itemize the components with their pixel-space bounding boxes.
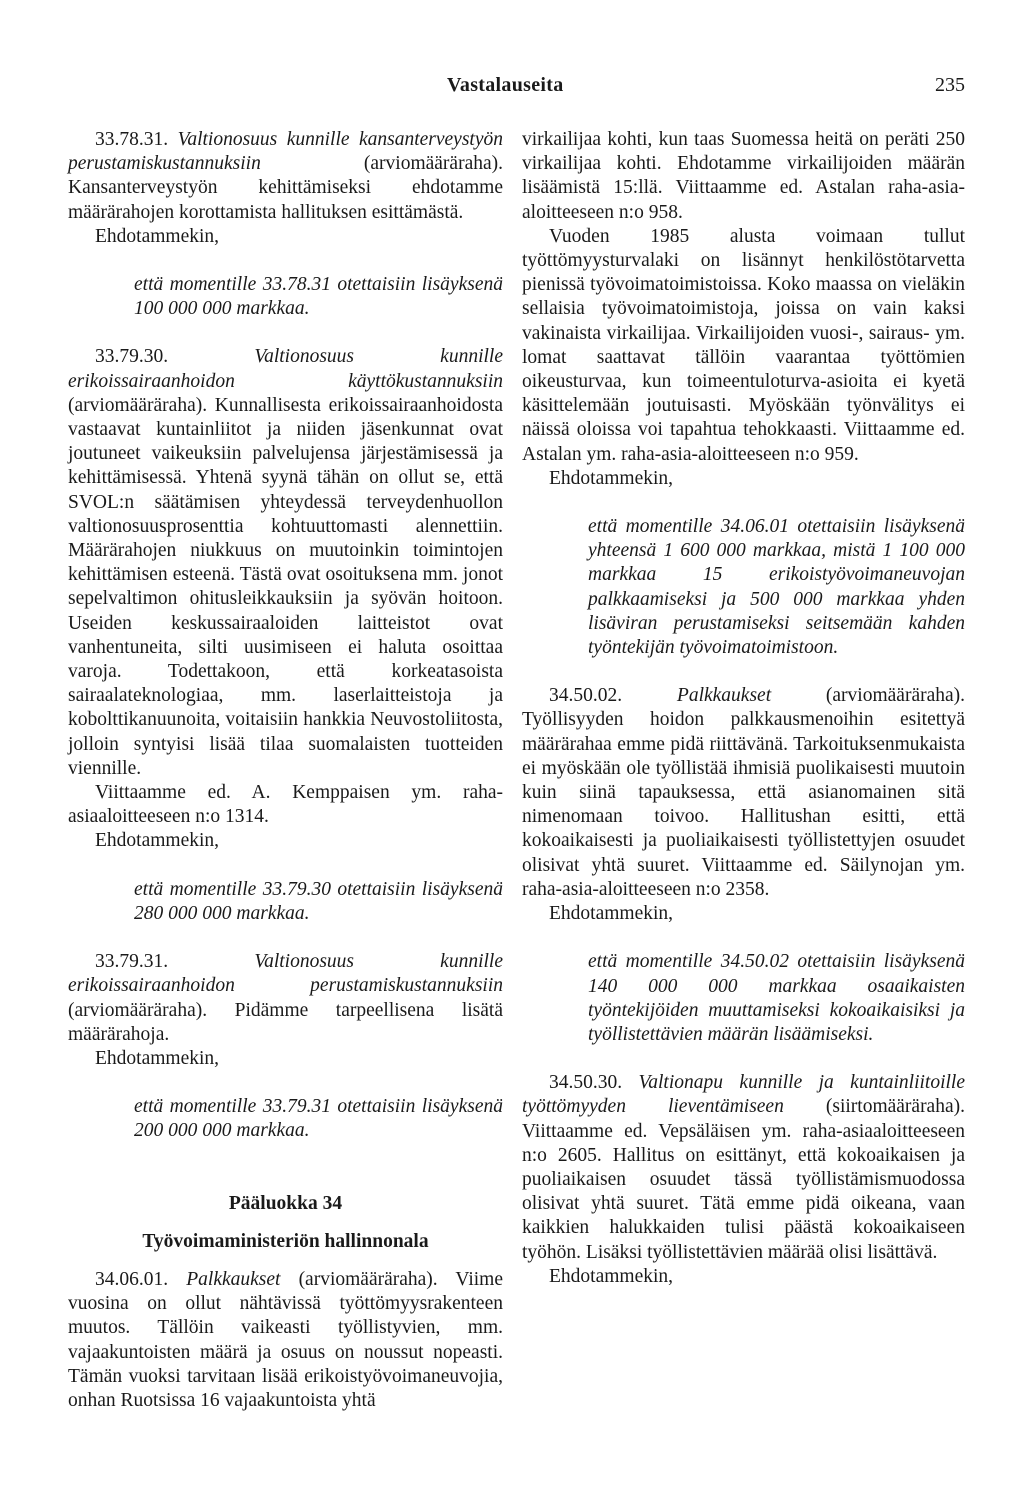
item-code: 33.78.31. <box>95 129 169 150</box>
item-body: (siirtomääräraha). Viittaamme ed. Vepsäläisen ym. raha-asiaaloitteeseen n:o 2605. Hallitus on esittänyt, että kokoaikaisen ja puoliaikaisen osuudet tässä työllistämismuodossa olisivat yhtä suuret. Tätä emme pidä oikeana, vaan kaikkien halukkaiden tulisi päästä kokoaikaiseen työhön. Lisäksi työllistettävien määrää olisi lisättävä. <box>522 1096 965 1263</box>
item-34-50-30 <box>522 1071 965 1265</box>
item-code: 33.79.31. <box>95 951 169 973</box>
item-title: Valtionapu kunnille ja kuntainliitoille työttömyyden lieventämiseen <box>522 1072 965 1118</box>
item-body: (arviomääräraha). Pidämme tarpeellisena lisätä määrärahoja. <box>68 999 503 1045</box>
item-33-78-31 <box>68 128 503 225</box>
item-title: Palkkaukset <box>186 1268 281 1290</box>
item-code: 33.79.30. <box>95 346 169 368</box>
spacer <box>68 1216 503 1230</box>
reference-text: Viittaamme ed. A. Kemppaisen ym. raha-asiaaloitteeseen n:o 1314. <box>68 782 503 828</box>
section-subheading: Työvoimaministeriön hallinnonala <box>142 1230 429 1252</box>
item-body: (arviomääräraha). Viime vuosina on ollut nähtävissä työttömyysrakenteen muutos. Tällöin vaikeasti työllistyvien, mm. vajaakuntoisten määrä ja osuus on noussut nopeasti. Tämän vuoksi tarvitaan lisää erikoistyövoimaneuvojia, onhan Ruotsissa 16 vajaakuntoista yhtä <box>68 1268 503 1411</box>
spacer <box>68 1254 503 1268</box>
item-34-06-01 <box>68 1268 503 1413</box>
spacer <box>68 1168 503 1192</box>
proposal-text: että momentille 33.79.30 otettaisiin lisäyksenä 280 000 000 markkaa. <box>134 878 503 924</box>
continued-text: virkailijaa kohti, kun taas Suomessa heitä on peräti 250 virkailijaa kohti. Ehdotamme virkailijoiden määrän lisäämistä 15:llä. Viittaamme ed. Astalan raha-asia-aloitteeseen n:o 958. <box>522 129 965 223</box>
left-column <box>68 128 503 1413</box>
item-body: (arviomääräraha). Kunnallisesta erikoissairaanhoidosta vastaavat kuntainliitot ja niiden jäsenkunnat ovat joutuneet vaikeuksiin palvelujensa järjestämisessä ja kehittämisessä. Yhtenä syynä tähän on ollut se, että SVOL:n säätämisen yhteydessä terveydenhuollon valtionosuusprosenttia kohtuuttomasti alennettiin. Määrärahojen niukkuus on muutoinkin toimintojen kehittämisen esteenä. Tästä ovat osoituksena mm. jonot sepelvaltimon ohitusleikkauksiin ja syövän hoitoon. Useiden keskussairaaloiden laitteistot ovat vanhentuneita, silti uusimiseen ei haluta osoittaa varoja. Todettakoon, että korkeatasoista sairaalateknologiaa, mm. laserlaitteistoja ja kobolttikanuunoita, voitaisiin hankkia Neuvostoliitosta, jolloin syntyisi lisää tilaa suomalaisten tuotteiden viennille. <box>68 394 503 779</box>
item-code: 34.50.02. <box>549 685 623 707</box>
right-column <box>522 128 965 1289</box>
item-title: Valtionosuus kunnille kansanterveystyön perustamiskustannuksiin <box>68 129 503 175</box>
proposal-text: että momentille 34.50.02 otettaisiin lisäyksenä 140 000 000 markkaa osaaikaisten työntekijöiden muuttamiseksi kokoaikaisiksi ja työllistettävien määrän lisäämiseksi. <box>588 951 965 1045</box>
item-title: Valtionosuus kunnille erikoissairaanhoidon käyttökustannuksiin <box>68 346 503 392</box>
proposal-text: että momentille 34.06.01 otettaisiin lisäyksenä yhteensä 1 600 000 markkaa, mistä 1 100 000 markkaa 15 erikoistyövoimaneuvojan palkkaamiseksi ja 500 000 markkaa yhden lisäviran perustamiseksi seitsemään kahden työntekijän työvoimatoimistoon. <box>588 516 965 659</box>
item-body: (arviomääräraha). Kansanterveystyön kehittämiseksi ehdotamme määrärahojen korottamista hallituksen esittämästä. <box>68 153 503 223</box>
section-heading: Pääluokka 34 <box>228 1192 343 1214</box>
proposal-intro: Ehdotammekin, <box>95 225 220 247</box>
running-title: Vastalauseita <box>447 74 564 96</box>
proposal-intro: Ehdotammekin, <box>549 903 674 925</box>
proposal-intro: Ehdotammekin, <box>549 1265 674 1287</box>
proposal-intro: Ehdotammekin, <box>95 830 220 852</box>
proposal-text: että momentille 33.78.31 otettaisiin lisäyksenä 100 000 000 markkaa. <box>134 274 503 320</box>
item-code: 34.06.01. <box>95 1268 169 1290</box>
proposal-intro: Ehdotammekin, <box>549 467 674 489</box>
page-header <box>0 74 1024 104</box>
item-33-79-30 <box>68 345 503 781</box>
item-title: Valtionosuus kunnille erikoissairaanhoidon perustamiskustannuksiin <box>68 951 503 997</box>
proposal-text: että momentille 33.79.31 otettaisiin lisäyksenä 200 000 000 markkaa. <box>134 1096 503 1142</box>
item-code: 34.50.30. <box>549 1072 623 1094</box>
page-number: 235 <box>935 74 965 96</box>
item-title: Palkkaukset <box>676 685 772 707</box>
item-34-50-02 <box>522 684 965 902</box>
paragraph: Vuoden 1985 alusta voimaan tullut työttömyysturvalaki on lisännyt henkilöstötarvetta pienissä työvoimatoimistoissa. Koko maassa on vieläkin sellaisia työvoimatoimistoja, joissa on vain kaksi vakinaista virkailijaa. Virkailijoiden vuosi-, sairaus- ym. lomat saattavat tällöin vaarantaa työttömien oikeusturvaa, kun toimeentuloturva-asioita ei kyetä käsittelemään joutuisasti. Myöskään työnvälitys ei näissä oloissa voi tapahtua tehokkaasti. Viittaamme ed. Astalan ym. raha-asia-aloitteeseen n:o 959. <box>522 225 965 465</box>
proposal-intro: Ehdotammekin, <box>95 1047 220 1069</box>
item-body: (arviomääräraha). Työllisyyden hoidon palkkausmenoihin esitettyä määrärahaa emme pidä riittävänä. Tarkoituksenmukaista ei myöskään ole työllistää ihmisiä puolikaisesti muutoin kuin siinä tapauksessa, että asianomainen sitä nimenomaan toivoo. Hallitushan esitti, että kokoaikaisesti ja puoliaikaisesti työllistettyjen osuudet olisivat yhtä suuret. Viittaamme ed. Säilynojan ym. raha-asia-aloitteeseen n:o 2358. <box>522 685 966 900</box>
item-33-79-31 <box>68 950 503 1047</box>
